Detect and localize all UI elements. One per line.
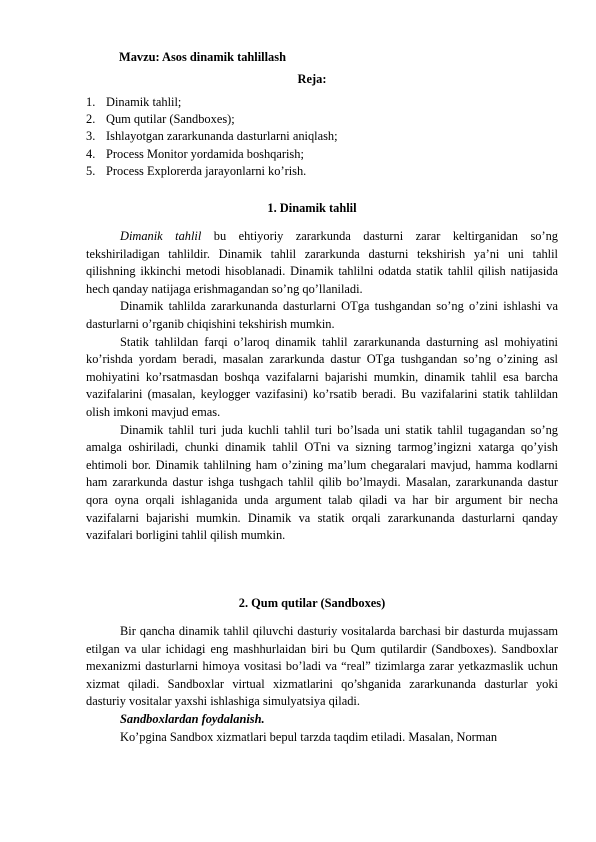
plan-item-text: Qum qutilar (Sandboxes); bbox=[106, 112, 235, 127]
plan-item bbox=[86, 128, 338, 145]
section-heading-qum-qutilar: 2. Qum qutilar (Sandboxes) bbox=[238, 596, 386, 610]
plan-item-number: 3. bbox=[86, 129, 96, 144]
plan-list bbox=[86, 94, 338, 180]
plan-item-text: Ishlayotgan zararkunanda dasturlarni aniqlash; bbox=[106, 129, 338, 144]
paragraph: Statik tahlildan farqi o’laroq dinamik tahlil zararkunanda dasturning asl mohiyatini ko’rishda yordam beradi, masalan zararkunda dastur OTga tushgandan so’ng o’zining asl mohiyatini ko’rsatmasdan boshqa vazifalarni bajarishi mumkin, dinamik tahlil esa barcha vazifalarini (masalan, keylogger vazifasini) ko’rsatib beradi. Bu vazifalarini statik tahlildan olish imkoni mavjud emas. bbox=[86, 334, 558, 419]
plan-item bbox=[86, 163, 338, 180]
section-body-dinamik-tahlil bbox=[86, 228, 558, 545]
paragraph: Dinamik tahlilda zararkunanda dasturlarni OTga tushgandan so’ng o’zini ishlashi va dasturlarni o’rganib chiqishini tekshirish mumkin. bbox=[86, 299, 558, 331]
plan-item bbox=[86, 94, 338, 111]
paragraph: Ko’pgina Sandbox xizmatlari bepul tarzda taqdim etiladi. Masalan, Norman bbox=[120, 729, 498, 744]
plan-item-number: 2. bbox=[86, 112, 96, 127]
topic-title: Mavzu: Asos dinamik tahlillash bbox=[119, 50, 286, 64]
section-body-qum-qutilar bbox=[86, 623, 558, 746]
paragraph-term: Dimanik tahlil bbox=[120, 229, 202, 243]
paragraph: Dinamik tahlil turi juda kuchli tahlil turi bo’lsada uni statik tahlil tugagandan so’ng amalga oshiriladi, chunki dinamik tahlil OTni va sizning tarmog’ingizni xatarga qo’yish ehtimoli bor. Dinamik tahlilning ham o’zining ma’lum chegaralari mavjud, hamma kodlarni ham zararkunda dastur ishga tushgach tahlil qilib bo’lmaydi. Masalan, zararkunanda dastur qora oyna orqali ishlaganida unda argument talab qiladi va har bir argument bir necha vazifalarni bajarishi mumkin. Dinamik va statik orqali zararkunanda dasturlarni qanday vazifalari borligini tahlil qilish mumkin. bbox=[86, 422, 558, 543]
paragraph-text: bu ehtiyoriy zararkunda dasturni zarar keltirganidan so’ng tekshiriladigan tahlildir. Dinamik tahlil zararkunda dasturni tekshirish ya’ni uni tahlil qilishning ikkinchi metodi hisoblanadi. Dinamik tahlilni odatda statik tahlil qilish natijasida hech qanday natijaga erishmagandan so’ng qo’llaniladi. bbox=[86, 229, 558, 296]
plan-item-text: Process Monitor yordamida boshqarish; bbox=[106, 146, 304, 161]
subheading: Sandboxlardan foydalanish. bbox=[120, 711, 265, 726]
plan-item-number: 5. bbox=[86, 163, 96, 178]
paragraph: Bir qancha dinamik tahlil qiluvchi dasturiy vositalarda barchasi bir dasturda mujassam etilgan va ular ichidagi eng mashhurlaidan biri bu Qum qutilardir (Sandboxes). Sandboxlar mexanizmi dasturlarni himoya vositasi bo’ladi va “real” tizimlarga zarar yetkazmaslik uchun xizmat qiladi. Sandboxlar virtual xizmatlarini qo’shganida zararkunanda dasturlar yoki dasturiy vositalar yaxshi ishlashiga simulyatsiya qiladi. bbox=[86, 624, 558, 709]
plan-item-number: 1. bbox=[86, 95, 96, 109]
paragraph bbox=[86, 228, 558, 298]
plan-item bbox=[86, 111, 338, 128]
plan-item-text: Dinamik tahlil; bbox=[106, 95, 182, 109]
plan-item bbox=[86, 146, 338, 163]
plan-item-number: 4. bbox=[86, 146, 96, 161]
section-heading-dinamik-tahlil: 1. Dinamik tahlil bbox=[267, 201, 357, 215]
plan-title: Reja: bbox=[297, 72, 327, 86]
plan-item-text: Process Explorerda jarayonlarni ko’rish. bbox=[106, 163, 307, 178]
